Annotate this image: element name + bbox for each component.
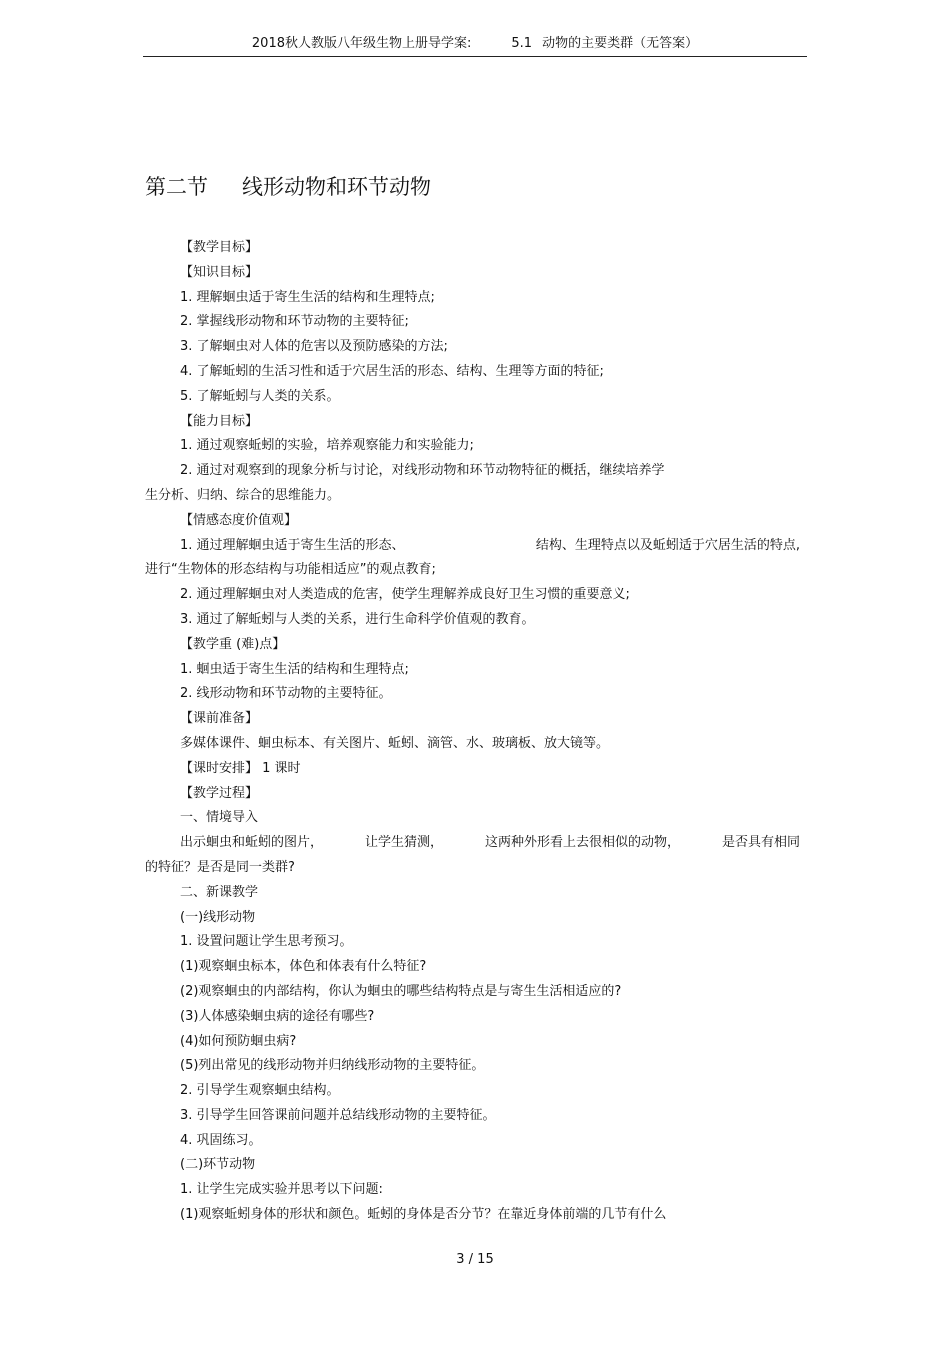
- text-line: 二、新课教学: [180, 884, 259, 900]
- text-line-part: 让学生猜测，: [364, 835, 443, 851]
- text-line: 【课前准备】: [180, 711, 259, 727]
- page-title: [145, 173, 431, 201]
- text-line-part: 是否具有相同: [721, 835, 800, 851]
- text-line-part: 这两种外形看上去很相似的动物，: [484, 835, 680, 851]
- text-line: 2. 掌握线形动物和环节动物的主要特征;: [180, 314, 409, 330]
- text-line: 5. 了解蚯蚓与人类的关系。: [180, 388, 340, 404]
- header-section-title: 动物的主要类群（无答案）: [542, 36, 699, 51]
- text-line: 【能力目标】: [180, 413, 259, 429]
- text-line: 多媒体课件、蛔虫标本、有关图片、蚯蚓、滴管、水、玻璃板、放大镜等。: [180, 735, 610, 751]
- text-line: 1. 通过观察蚯蚓的实验，培养观察能力和实验能力;: [180, 438, 474, 454]
- page-footer: [0, 1250, 950, 1270]
- text-line: 【教学目标】: [180, 240, 259, 255]
- text-line: 1. 让学生完成实验并思考以下问题:: [180, 1182, 383, 1198]
- text-line: 3. 了解蛔虫对人体的危害以及预防感染的方法;: [180, 339, 448, 355]
- text-line: 4. 巩固练习。: [180, 1132, 262, 1148]
- document-body: [145, 236, 800, 1228]
- title-name: 线形动物和环节动物: [242, 175, 431, 199]
- text-line: (2)观察蛔虫的内部结构，你认为蛔虫的哪些结构特点是与寄生生活相适应的?: [180, 983, 622, 999]
- text-line: [145, 831, 800, 856]
- text-line: 的特征？是否是同一类群?: [145, 859, 295, 875]
- text-line-part: 结构、生理特点以及蚯蚓适于穴居生活的特点,: [535, 537, 800, 553]
- text-line: 1. 设置问题让学生思考预习。: [180, 934, 353, 950]
- text-line: 2. 引导学生观察蛔虫结构。: [180, 1083, 340, 1099]
- text-line: 2. 通过理解蛔虫对人类造成的危害，使学生理解养成良好卫生习惯的重要意义;: [180, 587, 630, 603]
- text-line: 【情感态度价值观】: [180, 512, 298, 528]
- text-line: (一)线形动物: [180, 909, 256, 925]
- text-line: 2. 线形动物和环节动物的主要特征。: [180, 686, 392, 702]
- text-line: [145, 534, 800, 559]
- text-line: 进行“生物体的形态结构与功能相适应”的观点教育;: [145, 562, 436, 578]
- text-line-part: 出示蛔虫和蚯蚓的图片，: [180, 835, 324, 851]
- text-line: 4. 了解蚯蚓的生活习性和适于穴居生活的形态、结构、生理等方面的特征;: [180, 363, 604, 379]
- text-line: (1)观察蛔虫标本，体色和体表有什么特征?: [180, 959, 427, 975]
- text-line: (4)如何预防蛔虫病?: [180, 1033, 297, 1049]
- text-line: (3)人体感染蛔虫病的途径有哪些?: [180, 1008, 375, 1024]
- text-line: (二)环节动物: [180, 1157, 256, 1173]
- text-line: (5)列出常见的线形动物并归纳线形动物的主要特征。: [180, 1058, 485, 1074]
- text-line: 1. 理解蛔虫适于寄生生活的结构和生理特点;: [180, 289, 435, 305]
- page-indicator: 3 / 15: [456, 1252, 494, 1267]
- running-header: [143, 34, 807, 57]
- text-line: 【课时安排】 1 课时: [180, 760, 301, 776]
- text-line: 生分析、归纳、综合的思维能力。: [145, 487, 341, 503]
- text-line: 3. 引导学生回答课前问题并总结线形动物的主要特征。: [180, 1107, 496, 1123]
- text-line: 【教学过程】: [180, 785, 259, 801]
- text-line: 1. 蛔虫适于寄生生活的结构和生理特点;: [180, 661, 409, 677]
- text-line-part: 1. 通过理解蛔虫适于寄生生活的形态、: [180, 537, 405, 553]
- text-line: 【教学重 (难)点】: [180, 636, 286, 652]
- header-section-number: 5.1: [511, 36, 533, 51]
- text-line: 【知识目标】: [180, 264, 259, 280]
- text-line: 2. 通过对观察到的现象分析与讨论，对线形动物和环节动物特征的概括，继续培养学: [180, 463, 665, 479]
- text-line: (1)观察蚯蚓身体的形状和颜色。蚯蚓的身体是否分节？在靠近身体前端的几节有什么: [180, 1207, 667, 1223]
- title-section: 第二节: [145, 175, 208, 199]
- header-doc-title: 2018秋人教版八年级生物上册导学案:: [251, 36, 472, 51]
- text-line: 一、情境导入: [180, 810, 259, 826]
- text-line: 3. 通过了解蚯蚓与人类的关系，进行生命科学价值观的教育。: [180, 611, 535, 627]
